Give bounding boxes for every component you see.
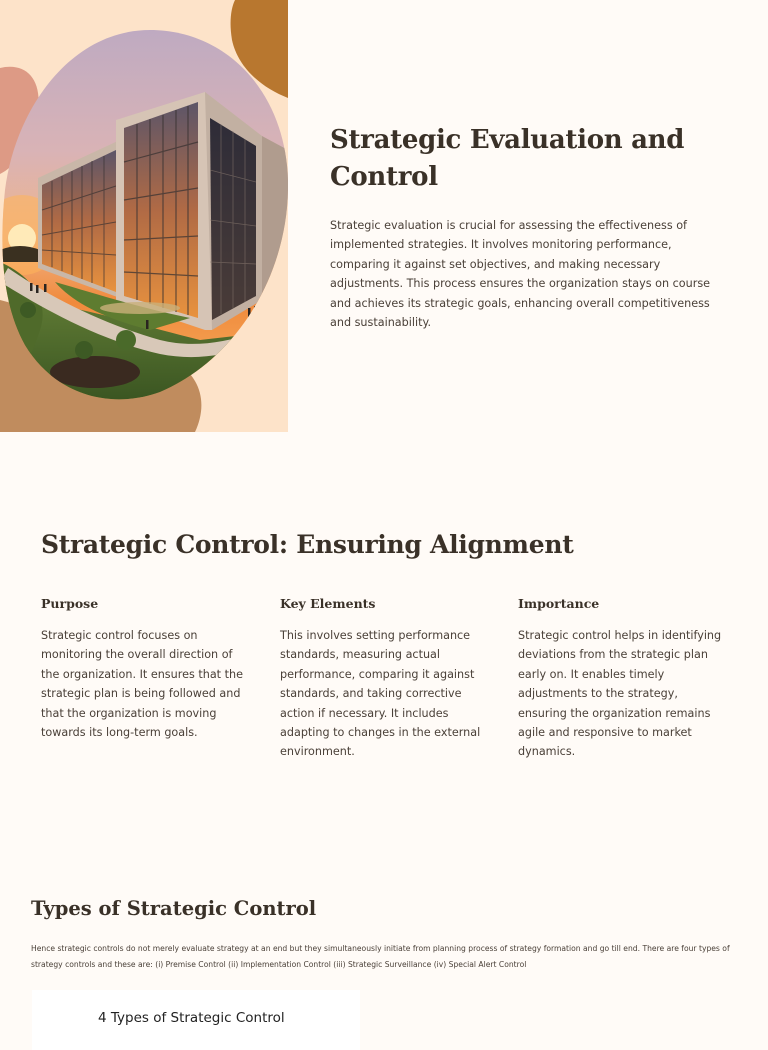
diagram-title: 4 Types of Strategic Control bbox=[98, 1010, 285, 1026]
purpose-column bbox=[41, 595, 253, 742]
types-section-title: Types of Strategic Control bbox=[31, 897, 317, 920]
office-building-photo-icon bbox=[0, 0, 288, 432]
types-diagram-card bbox=[32, 990, 360, 1050]
hero-description: Strategic evaluation is crucial for assessing the effectiveness of implemented strategies. It involves monitoring performance, comparing it against set objectives, and making necessary adjustments. This process ensures the organization stays on course and achieves its strategic goals, enhancing overall competitiveness and sustainability. bbox=[330, 219, 711, 330]
key-elements-column bbox=[280, 595, 492, 762]
importance-column bbox=[518, 595, 730, 762]
purpose-heading: Purpose bbox=[41, 596, 99, 611]
hero-image-panel bbox=[0, 0, 288, 432]
purpose-text: Strategic control focuses on monitoring the overall direction of the organization. It ensures that the strategic plan is being followed and that the organization is moving towards its long-term goals. bbox=[41, 629, 243, 740]
hero-title: Strategic Evaluation and Control bbox=[330, 125, 685, 192]
types-description: Hence strategic controls do not merely evaluate strategy at an end but they simultaneously initiate from planning process of strategy formation and go till end. There are four types of strategy controls and these are: (i) Premise Control (ii) Implementation Control (iii) Strategic Surveillance (iv) Special Alert Control bbox=[31, 944, 730, 969]
importance-text: Strategic control helps in identifying deviations from the strategic plan early on. It enables timely adjustments to the strategy, ensuring the organization remains agile and responsive to market dynamics. bbox=[518, 629, 722, 759]
importance-heading: Importance bbox=[518, 596, 600, 611]
key-elements-text: This involves setting performance standards, measuring actual performance, comparing it against standards, and taking corrective action if necessary. It includes adapting to changes in the external environment. bbox=[280, 629, 481, 759]
key-elements-heading: Key Elements bbox=[280, 596, 376, 611]
alignment-section-title: Strategic Control: Ensuring Alignment bbox=[41, 530, 574, 559]
